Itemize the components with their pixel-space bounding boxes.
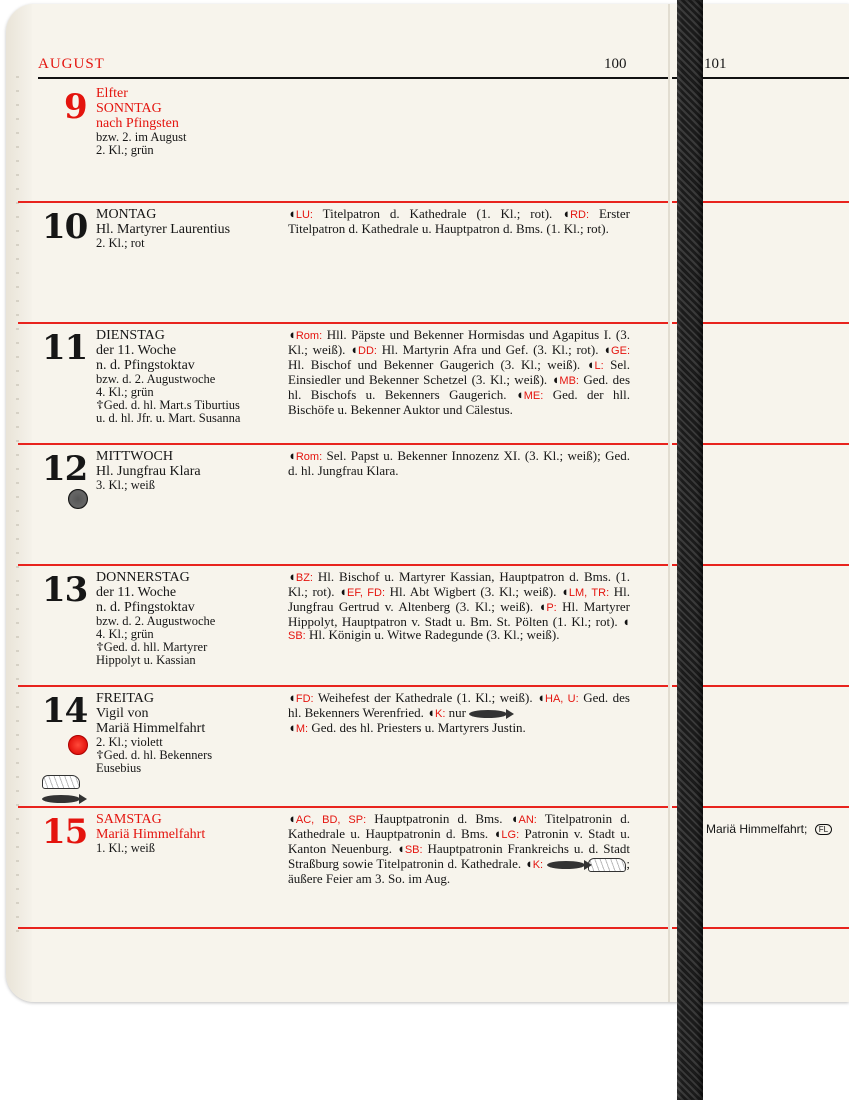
day-name-line: Elfter	[96, 86, 128, 101]
bread-icon	[588, 856, 626, 871]
note-text: Sel. Einsiedler und Bekenner Schetzel (3. Kl.; weiß).	[288, 357, 631, 387]
note-text: Hl. Königin u. Witwe Radegunde (3. Kl.; weiß).	[308, 627, 560, 642]
note-text: Weihefest der Kathedrale (1. Kl.; weiß).	[317, 690, 533, 705]
liturgical-notes	[288, 812, 630, 885]
day-detail: Ged. d. hl. Mart.s Tiburtius	[103, 398, 240, 412]
day-info	[96, 691, 296, 775]
diocese-mark: L:	[594, 360, 604, 372]
moon-icon: ◖	[537, 690, 545, 705]
day-number: 14	[42, 691, 88, 731]
note-text: Hl. Jungfrau Gertrud v. Altenberg (3. Kl.; weiß).	[288, 584, 631, 614]
day-detail: u. d. hl. Jfr. u. Mart. Susanna	[96, 411, 241, 425]
day-name-line: Vigil von	[96, 706, 149, 721]
day-name-line: MITTWOCH	[96, 449, 173, 464]
diocese-mark: LG:	[501, 829, 520, 841]
page-number-right: 101	[704, 56, 727, 72]
note-text: Hl. Bischof u. Martyrer Kassian, Hauptpatron d. Bms. (1. Kl.; rot).	[288, 569, 631, 599]
diocese-mark: RD:	[570, 209, 590, 221]
day-name-line: der 11. Woche	[96, 343, 177, 358]
day-name-line: DIENSTAG	[96, 328, 165, 343]
day-separator	[18, 201, 668, 203]
day-name-line: n. d. Pfingstoktav	[96, 358, 195, 373]
day-number: 9	[64, 87, 87, 127]
diocese-mark: SB:	[288, 630, 306, 642]
day-name-line: MONTAG	[96, 207, 157, 222]
day-detail: 2. Kl.; violett	[96, 735, 163, 749]
note-text: Ged. des hl. Priesters u. Martyrers Justin.	[311, 720, 526, 735]
note-text: Hl. Martyrer Hippolyt, Hauptpatron v. Stadt u. Bm. St. Pölten (1. Kl.; rot).	[288, 599, 631, 629]
day-info	[96, 812, 296, 855]
moon-icon: ◖	[288, 690, 296, 705]
note-text: Hl. Abt Wigbert (3. Kl.; weiß).	[389, 584, 557, 599]
diocese-mark: BZ:	[295, 572, 313, 584]
moon-icon: ◖	[538, 599, 547, 614]
bookmark-ribbon[interactable]	[677, 0, 703, 1100]
note-text: Hl. Bischof und Bekenner Gaugerich (3. Kl.; weiß).	[288, 357, 581, 372]
moon-icon: ◖	[350, 342, 359, 357]
diocese-mark: P:	[546, 602, 557, 614]
right-page-entry	[706, 822, 832, 836]
day-name-line: FREITAG	[96, 691, 154, 706]
note-text: Ged. der hll. Bischöfe u. Bekenner Auktor und Cälestus.	[288, 387, 631, 417]
day-name-line: SAMSTAG	[96, 812, 162, 827]
diocese-mark: SB:	[404, 844, 423, 856]
day-number: 15	[42, 812, 88, 852]
moon-icon: ◖	[622, 614, 630, 629]
day-name-line: DONNERSTAG	[96, 570, 190, 585]
moon-icon: ◖	[603, 342, 612, 357]
moon-icon: ◖	[288, 569, 296, 584]
moon-icon: ◖	[562, 206, 571, 221]
diocese-mark: DD:	[358, 345, 377, 357]
day-detail: Eusebius	[96, 761, 142, 775]
day-number: 11	[42, 328, 88, 368]
diocese-mark: MB:	[559, 375, 579, 387]
day-detail: 4. Kl.; grün	[96, 385, 154, 399]
note-text: Hauptpatronin d. Bms.	[374, 811, 503, 826]
note-text: ; äußere Feier am 3. So. im Aug.	[288, 856, 631, 887]
diocese-mark: AC, BD, SP:	[295, 814, 367, 826]
planner-page	[6, 4, 849, 1002]
page-fold	[668, 4, 670, 1002]
diocese-mark: HA, U:	[545, 693, 579, 705]
fish-icon	[547, 856, 585, 871]
month-title: AUGUST	[38, 56, 105, 72]
moon-icon: ◖	[551, 372, 560, 387]
moon-icon: ◖	[288, 448, 296, 463]
day-name-line: Hl. Jungfrau Klara	[96, 464, 201, 479]
moon-icon: ◖	[515, 387, 524, 402]
moon-icon: ◖	[288, 720, 296, 735]
day-detail: 2. Kl.; rot	[96, 236, 145, 250]
day-name-line: Mariä Himmelfahrt	[96, 827, 206, 842]
note-text: Erster Titelpatron d. Kathedrale u. Hauptpatron d. Bms. (1. Kl.; rot).	[288, 206, 630, 236]
day-detail: 1. Kl.; weiß	[96, 841, 156, 855]
cross-icon: ☦	[96, 398, 104, 412]
diocese-mark: Rom:	[295, 451, 323, 463]
day-detail: bzw. 2. im August	[96, 130, 187, 144]
note-text: Titelpatronin d. Kathedrale u. Hauptpatronin d. Bms.	[288, 811, 631, 841]
note-text: Hll. Päpste und Bekenner Hormisdas und Agapitus I. (3. Kl.; weiß).	[288, 327, 630, 357]
day-detail: Hippolyt u. Kassian	[96, 653, 196, 667]
right-entry-text: Mariä Himmelfahrt;	[706, 822, 808, 836]
header-rule	[38, 77, 668, 79]
diocese-mark: FD:	[295, 693, 314, 705]
day-detail: bzw. d. 2. Augustwoche	[96, 614, 216, 628]
day-number: 12	[42, 449, 88, 489]
note-text: Hauptpatronin Frankreichs u. d. Stadt Straßburg sowie Titelpatronin d. Kathedrale.	[288, 841, 630, 871]
day-separator	[18, 685, 668, 687]
note-text: Sel. Papst u. Bekenner Innozenz XI. (3. Kl.; weiß); Ged. d. hl. Jungfrau Klara.	[288, 448, 630, 478]
day-detail: bzw. d. 2. Augustwoche	[96, 372, 216, 386]
full-moon-icon	[68, 735, 88, 755]
day-name-line: Mariä Himmelfahrt	[96, 721, 206, 736]
moon-icon: ◖	[288, 811, 296, 826]
cross-icon: ☦	[96, 640, 104, 654]
day-info	[96, 570, 296, 667]
liturgical-notes	[288, 691, 630, 736]
day-detail: Ged. d. hll. Martyrer	[103, 640, 208, 654]
spiral-binding	[6, 4, 32, 1002]
note-text: Titelpatron d. Kathedrale (1. Kl.; rot).	[322, 206, 553, 221]
diocese-mark: ME:	[523, 390, 544, 402]
day-name-line: Hl. Martyrer Laurentius	[96, 222, 231, 237]
day-info	[96, 86, 296, 157]
note-text: Ged. des hl. Bischofs u. Bekenners Gaugerich.	[288, 372, 630, 402]
diocese-mark: K:	[532, 859, 544, 871]
page-number-left: 100	[604, 56, 627, 72]
moon-icon: ◖	[561, 584, 569, 599]
moon-icon: ◖	[510, 811, 519, 826]
liturgical-notes	[288, 328, 630, 416]
day-number: 13	[42, 570, 88, 610]
day-info	[96, 207, 296, 250]
moon-icon: ◖	[524, 856, 533, 871]
fl-badge: FL	[815, 824, 832, 835]
diocese-mark: Rom:	[295, 330, 323, 342]
moon-icon: ◖	[396, 841, 405, 856]
day-detail: 3. Kl.; weiß	[96, 478, 156, 492]
day-number: 10	[42, 207, 88, 247]
day-name-line: SONNTAG	[96, 101, 162, 116]
diocese-mark: AN:	[518, 814, 537, 826]
moon-icon: ◖	[493, 826, 502, 841]
moon-icon: ◖	[288, 206, 296, 221]
cross-icon: ☦	[96, 748, 104, 762]
day-separator	[18, 322, 668, 324]
diocese-mark: M:	[295, 723, 309, 735]
day-name-line: der 11. Woche	[96, 585, 177, 600]
new-moon-icon	[68, 489, 88, 509]
day-name-line: n. d. Pfingstoktav	[96, 600, 195, 615]
day-separator	[18, 806, 668, 808]
moon-icon: ◖	[586, 357, 595, 372]
diocese-mark: EF, FD:	[346, 587, 386, 599]
moon-icon: ◖	[288, 327, 296, 342]
note-text: Patronin v. Stadt u. Kanton Neuenburg.	[288, 826, 631, 856]
diocese-mark: LU:	[295, 209, 313, 221]
diocese-mark: GE:	[611, 345, 630, 357]
day-info	[96, 449, 296, 492]
moon-icon: ◖	[339, 584, 347, 599]
bread-icon	[42, 773, 80, 791]
day-name-line: nach Pfingsten	[96, 116, 179, 131]
day-detail: 4. Kl.; grün	[96, 627, 154, 641]
diocese-mark: K:	[435, 708, 446, 720]
fish-icon	[42, 790, 80, 808]
note-text: Hl. Martyrin Afra und Gef. (3. Kl.; rot).	[381, 342, 599, 357]
liturgical-notes	[288, 570, 630, 643]
day-separator	[18, 564, 668, 566]
note-text: nur	[448, 705, 466, 720]
day-detail: 2. Kl.; grün	[96, 143, 154, 157]
day-separator	[18, 443, 668, 445]
moon-icon: ◖	[427, 705, 435, 720]
note-text: Ged. des hl. Bekenners Werenfried.	[288, 690, 630, 720]
diocese-mark: LM, TR:	[568, 587, 610, 599]
day-separator	[18, 927, 668, 929]
day-detail: Ged. d. hl. Bekenners	[103, 748, 213, 762]
fish-icon	[469, 705, 507, 720]
liturgical-notes	[288, 449, 630, 477]
liturgical-notes	[288, 207, 630, 235]
day-info	[96, 328, 296, 425]
